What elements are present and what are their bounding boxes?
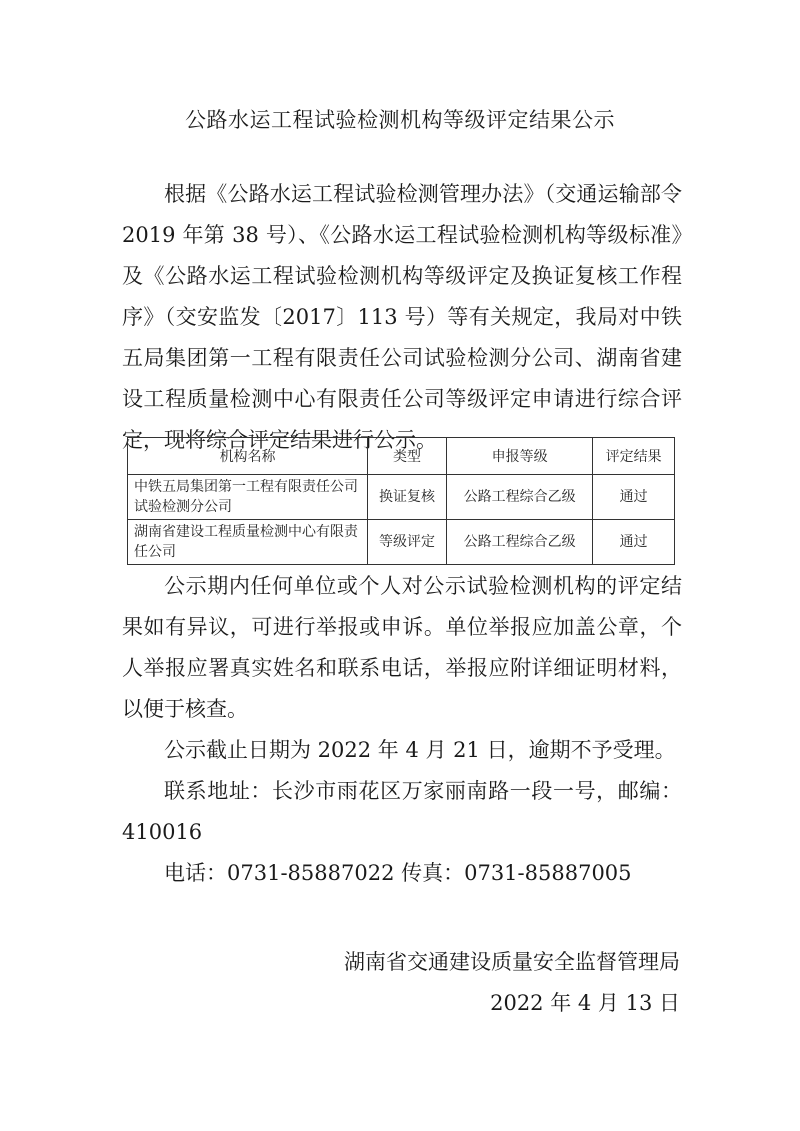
- cell-applied-level: 公路工程综合乙级: [446, 520, 592, 565]
- signer-organization: 湖南省交通建设质量安全监督管理局: [344, 950, 680, 974]
- cell-result: 通过: [593, 475, 675, 520]
- header-result: 评定结果: [593, 438, 675, 475]
- cell-agency-name: 中铁五局集团第一工程有限责任公司试验检测分公司: [128, 475, 368, 520]
- intro-paragraph: 根据《公路水运工程试验检测管理办法》（交通运输部令 2019 年第 38 号）、《公路水运工程试验检测机构等级标准》及《公路水运工程试验检测机构等级评定及换证复核工作程序》（交安监发〔2017〕113 号）等有关规定，我局对中铁五局集团第一工程有限责任公司试验检测分公司、湖南省建设工程质量检测中心有限责任公司等级评定申请进行综合评定，现将综合评定结果进行公示。: [122, 182, 682, 452]
- phone-paragraph: 电话：0731-85887022 传真：0731-85887005: [164, 861, 632, 885]
- signing-date: 2022 年 4 月 13 日: [490, 991, 680, 1015]
- results-table: [127, 437, 675, 565]
- table-row: [128, 475, 675, 520]
- cell-applied-level: 公路工程综合乙级: [446, 475, 592, 520]
- deadline-paragraph: 公示截止日期为 2022 年 4 月 21 日，逾期不予受理。: [164, 738, 676, 762]
- cell-result: 通过: [593, 520, 675, 565]
- table-header-row: [128, 438, 675, 475]
- address-paragraph: 联系地址：长沙市雨花区万家丽南路一段一号，邮编：410016: [122, 779, 682, 844]
- cell-type: 等级评定: [368, 520, 447, 565]
- objection-paragraph: 公示期内任何单位或个人对公示试验检测机构的评定结果如有异议，可进行举报或申诉。单位举报应加盖公章，个人举报应署真实姓名和联系电话，举报应附详细证明材料，以便于核查。: [122, 574, 682, 721]
- header-applied-level: 申报等级: [446, 438, 592, 475]
- cell-agency-name: 湖南省建设工程质量检测中心有限责任公司: [128, 520, 368, 565]
- table-row: [128, 520, 675, 565]
- cell-type: 换证复核: [368, 475, 447, 520]
- document-title: 公路水运工程试验检测机构等级评定结果公示: [185, 108, 615, 132]
- header-agency-name: 机构名称: [128, 438, 368, 475]
- header-type: 类型: [368, 438, 447, 475]
